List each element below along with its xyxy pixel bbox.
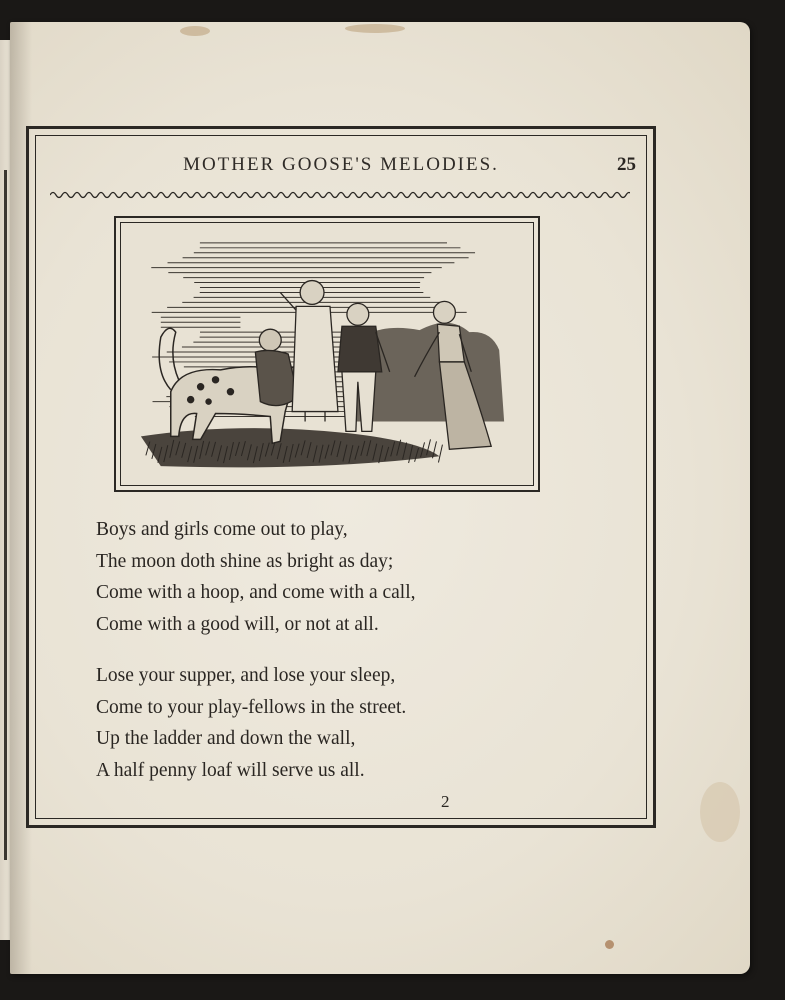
kneeling-boy-figure bbox=[255, 329, 298, 405]
stanza-2 bbox=[96, 660, 416, 786]
stanza-1 bbox=[96, 514, 416, 640]
paper-stain bbox=[345, 24, 405, 33]
page-border-outer bbox=[26, 126, 656, 828]
running-head: MOTHER GOOSE'S MELODIES. bbox=[183, 154, 499, 175]
poem-line: Up the ladder and down the wall, bbox=[96, 728, 356, 749]
paper-stain bbox=[700, 782, 740, 842]
signature-mark: 2 bbox=[441, 792, 450, 811]
poem-line: Come to your play-fellows in the street. bbox=[96, 696, 407, 718]
illustration-frame bbox=[114, 216, 540, 492]
poem-line: The moon doth shine as bright as day; bbox=[96, 550, 394, 572]
grass-stroke bbox=[438, 445, 442, 463]
left-page-frame-rule bbox=[4, 170, 7, 860]
poem-line: Come with a hoop, and come with a call, bbox=[96, 582, 416, 603]
poem-line: Boys and girls come out to play, bbox=[96, 519, 348, 540]
poem-line: Come with a good will, or not at all. bbox=[96, 613, 379, 635]
woodcut-illustration bbox=[120, 222, 534, 486]
paper-stain bbox=[180, 26, 210, 36]
poem-line: A half penny loaf will serve us all. bbox=[96, 759, 365, 781]
page-border-inner bbox=[35, 135, 647, 819]
paper-stain bbox=[605, 940, 614, 949]
book-page bbox=[10, 22, 750, 974]
poem-line: Lose your supper, and lose your sleep, bbox=[96, 665, 396, 686]
poem bbox=[96, 514, 416, 806]
wavy-rule bbox=[50, 190, 630, 200]
page-header bbox=[36, 154, 646, 180]
page-number: 25 bbox=[617, 154, 636, 175]
